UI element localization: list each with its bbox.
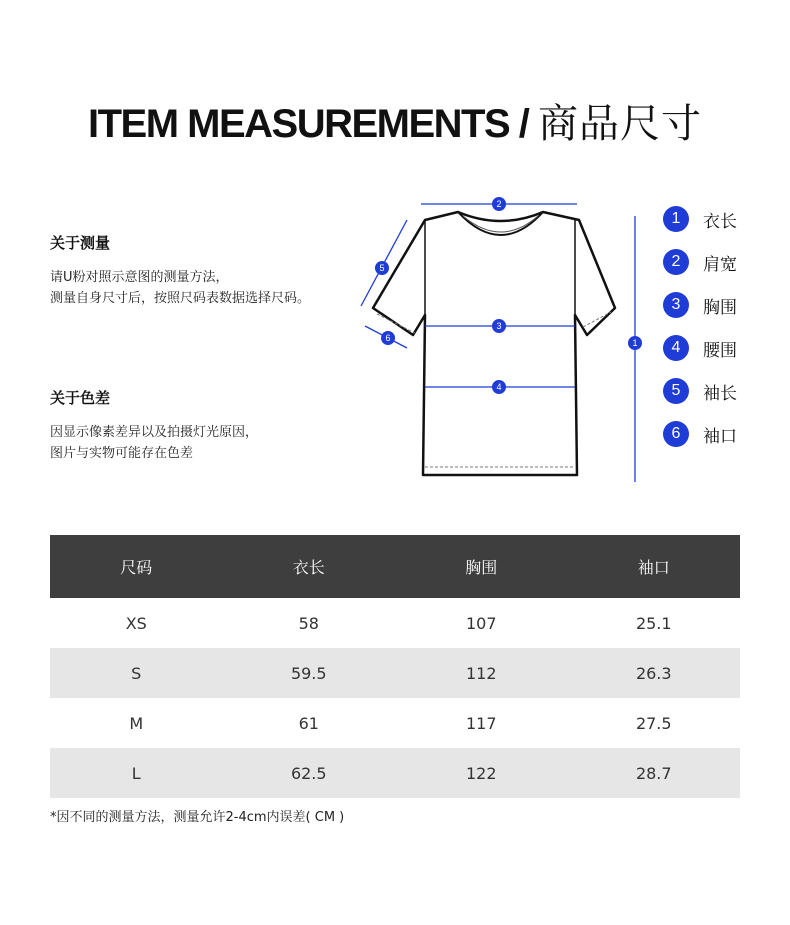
column-header-cuff: 袖口 bbox=[568, 535, 741, 598]
table-cell: 25.1 bbox=[635, 613, 672, 633]
column-header-size: 尺码 bbox=[50, 535, 223, 598]
column-header-chest: 胸围 bbox=[395, 535, 568, 598]
marker-waist bbox=[492, 380, 506, 394]
color-note-line: 因显示像素差异以及拍摄灯光原因， bbox=[50, 425, 259, 440]
legend-label: 袖长 bbox=[703, 383, 737, 404]
table-cell: 62.5 bbox=[223, 748, 396, 798]
marker-chest bbox=[492, 319, 506, 333]
table-cell: 117 bbox=[465, 713, 497, 733]
legend-item bbox=[663, 377, 737, 405]
legend-number: 6 bbox=[663, 421, 689, 447]
color-note bbox=[50, 387, 370, 464]
measurement-note-heading: 关于测量 bbox=[50, 234, 111, 252]
page-title bbox=[0, 92, 790, 149]
marker-label: 3 bbox=[496, 321, 502, 331]
measurement-note-line: 请U粉对照示意图的测量方法， bbox=[50, 270, 229, 285]
table-cell: L bbox=[50, 748, 223, 798]
tshirt-outline bbox=[373, 212, 615, 475]
marker-sleeve bbox=[375, 261, 389, 275]
legend-number: 5 bbox=[663, 378, 689, 404]
legend-label: 腰围 bbox=[703, 340, 737, 361]
table-cell: 59.5 bbox=[223, 648, 396, 698]
table-cell: S bbox=[50, 648, 223, 698]
legend-label: 胸围 bbox=[703, 297, 737, 318]
color-note-line: 图片与实物可能存在色差 bbox=[50, 446, 194, 461]
legend-item bbox=[663, 420, 737, 448]
legend-label: 衣长 bbox=[703, 211, 737, 232]
legend-label: 袖口 bbox=[703, 426, 737, 447]
marker-shoulder bbox=[492, 197, 506, 211]
legend-number: 2 bbox=[663, 249, 689, 275]
marker-label: 6 bbox=[385, 333, 391, 343]
legend-number: 1 bbox=[663, 206, 689, 232]
marker-label: 2 bbox=[496, 199, 502, 209]
table-cell: 112 bbox=[395, 648, 568, 698]
size-chart-table bbox=[50, 535, 740, 798]
table-row bbox=[50, 698, 740, 748]
legend-number: 4 bbox=[663, 335, 689, 361]
measurement-note bbox=[50, 232, 370, 309]
measurement-footnote: *因不同的测量方法，测量允许2-4cm内误差( CM ) bbox=[50, 810, 345, 825]
marker-label: 4 bbox=[496, 382, 502, 392]
marker-label: 1 bbox=[632, 338, 638, 348]
table-cell: 122 bbox=[395, 748, 568, 798]
marker-cuff bbox=[381, 331, 395, 345]
color-note-heading: 关于色差 bbox=[50, 389, 111, 407]
table-row bbox=[50, 598, 740, 648]
tshirt-diagram bbox=[355, 190, 655, 490]
table-cell: XS bbox=[125, 613, 147, 633]
column-header-length: 衣长 bbox=[223, 535, 396, 598]
legend-item bbox=[663, 205, 737, 233]
table-row bbox=[50, 648, 740, 698]
legend-item bbox=[663, 334, 737, 362]
table-cell: 28.7 bbox=[568, 748, 741, 798]
table-row bbox=[50, 748, 740, 798]
title-english: ITEM MEASUREMENTS / bbox=[87, 102, 539, 146]
table-cell: 107 bbox=[465, 613, 497, 633]
title-chinese: 商品尺寸 bbox=[538, 102, 703, 146]
marker-label: 5 bbox=[379, 263, 385, 273]
table-cell: 61 bbox=[298, 713, 319, 733]
legend-number: 3 bbox=[663, 292, 689, 318]
table-cell: 27.5 bbox=[635, 713, 672, 733]
legend-item bbox=[663, 248, 737, 276]
table-cell: 26.3 bbox=[568, 648, 741, 698]
measurement-note-line: 测量自身尺寸后，按照尺码表数据选择尺码。 bbox=[50, 291, 311, 306]
table-cell: M bbox=[129, 713, 144, 733]
table-header-row bbox=[50, 535, 740, 598]
table-cell: 58 bbox=[298, 613, 319, 633]
legend-item bbox=[663, 291, 737, 319]
marker-length bbox=[628, 336, 642, 350]
legend-label: 肩宽 bbox=[703, 254, 737, 275]
